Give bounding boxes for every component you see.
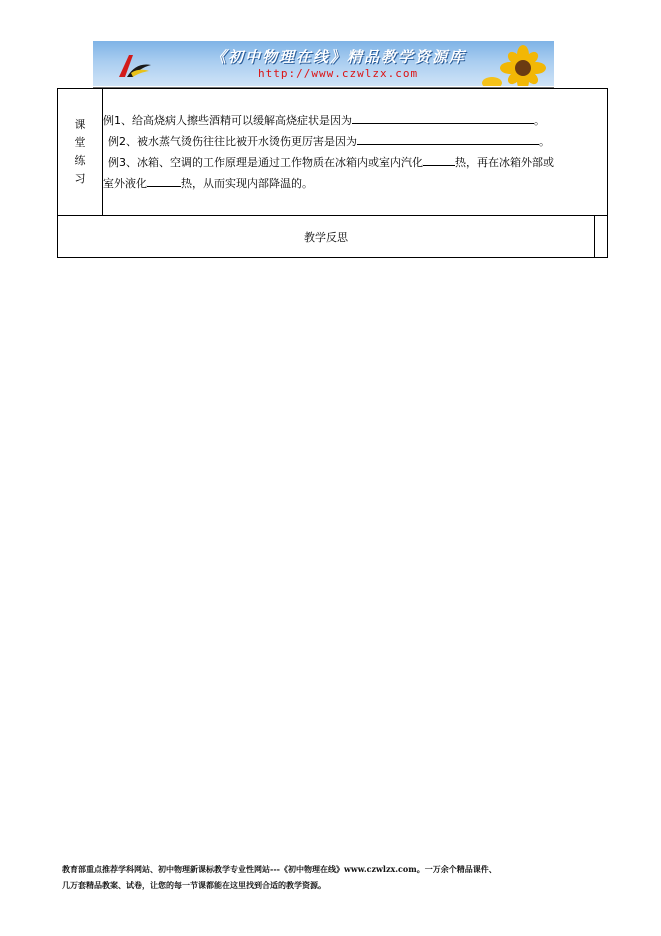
example-3 (103, 152, 607, 173)
practice-label-char: 课 (74, 118, 86, 131)
banner-title: 《初中物理在线》精品教学资源库 (211, 48, 467, 66)
example-3-cont (103, 173, 607, 194)
example-1-end: 。 (534, 114, 545, 127)
example-3-blank-1 (423, 152, 455, 166)
reflection-content (595, 216, 608, 258)
logo-icon (115, 49, 155, 81)
example-2 (103, 131, 607, 152)
example-2-text: 例2、被水蒸气烫伤往往比被开水烫伤更厉害是因为 (108, 135, 357, 148)
header-banner (93, 41, 554, 86)
practice-label-char: 练 (74, 154, 86, 167)
lesson-table (57, 88, 608, 258)
practice-content (103, 89, 608, 216)
footer-line-1: 教育部重点推荐学科网站、初中物理新课标教学专业性网站---《初中物理在线》www.czwlzx.com。一万余个精品课件、 (62, 864, 497, 874)
practice-label-char: 习 (74, 172, 86, 185)
example-3-text-b: 热，再在冰箱外部或 (455, 156, 554, 169)
example-1-blank (352, 110, 534, 124)
footer (62, 861, 622, 893)
practice-row (58, 89, 608, 216)
reflection-label: 教学反思 (58, 216, 595, 258)
footer-line-2: 几万套精品教案、试卷，让您的每一节课都能在这里找到合适的教学资源。 (62, 880, 326, 890)
banner-url[interactable]: http://www.czwlzx.com (258, 67, 419, 80)
sunflower-icon (478, 43, 548, 86)
example-3-text-c: 室外液化 (103, 177, 147, 190)
example-3-text-a: 例3、冰箱、空调的工作原理是通过工作物质在冰箱内或室内汽化 (108, 156, 423, 169)
practice-label (58, 89, 103, 216)
reflection-row (58, 216, 608, 258)
example-2-end: 。 (539, 135, 550, 148)
example-3-blank-2 (147, 173, 181, 187)
example-1-text: 例1、给高烧病人擦些酒精可以缓解高烧症状是因为 (103, 114, 352, 127)
example-3-text-d: 热，从而实现内部降温的。 (181, 177, 313, 190)
example-2-blank (357, 131, 539, 145)
practice-label-char: 堂 (74, 136, 86, 149)
example-1 (103, 110, 607, 131)
